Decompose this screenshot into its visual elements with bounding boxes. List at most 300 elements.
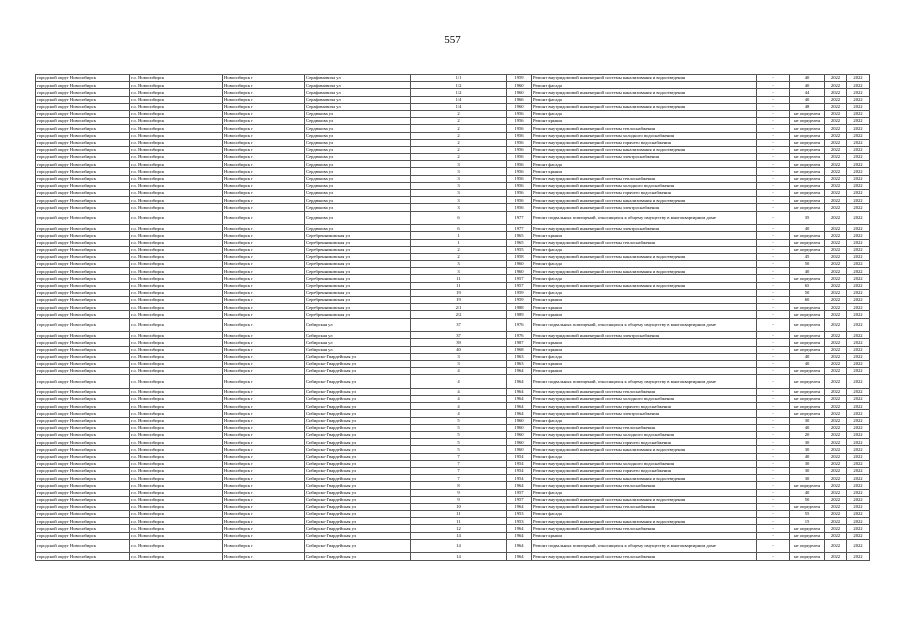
street-cell: Сибирско-Гвардейская ул bbox=[305, 360, 411, 367]
end-year-cell: 2022 bbox=[847, 89, 870, 96]
house-number-cell: 1/4 bbox=[411, 96, 507, 103]
table-row bbox=[36, 110, 870, 117]
start-year-cell: 2022 bbox=[825, 246, 847, 253]
end-year-cell: 2022 bbox=[847, 511, 870, 518]
table-row bbox=[36, 96, 870, 103]
start-year-cell: 2022 bbox=[825, 132, 847, 139]
street-cell: Серебренниковская ул bbox=[305, 282, 411, 289]
house-number-cell: 7 bbox=[411, 453, 507, 460]
start-year-cell: 2022 bbox=[825, 417, 847, 424]
settlement-cell: г.о. Новосибирск bbox=[130, 482, 223, 489]
house-number-cell: 6 bbox=[411, 211, 507, 225]
house-number-cell: 37 bbox=[411, 332, 507, 339]
municipal-district-cell: городской округ Новосибирск bbox=[36, 253, 130, 260]
street-cell: Сибирско-Гвардейская ул bbox=[305, 553, 411, 560]
start-year-cell: 2022 bbox=[825, 489, 847, 496]
year-built-cell: 1956 bbox=[507, 182, 532, 189]
settlement-cell: г.о. Новосибирск bbox=[130, 460, 223, 467]
street-cell: Сердюкова ул bbox=[305, 139, 411, 146]
service-life-cell: не определен bbox=[790, 396, 825, 403]
service-life-cell: не определен bbox=[790, 539, 825, 553]
end-year-cell: 2022 bbox=[847, 103, 870, 110]
dash-cell: - bbox=[757, 525, 790, 532]
service-life-cell: не определен bbox=[790, 368, 825, 375]
settlement-cell: г.о. Новосибирск bbox=[130, 139, 223, 146]
locality-cell: Новосибирск г bbox=[223, 396, 305, 403]
dash-cell: - bbox=[757, 482, 790, 489]
year-built-cell: 1964 bbox=[507, 532, 532, 539]
end-year-cell: 2022 bbox=[847, 168, 870, 175]
end-year-cell: 2022 bbox=[847, 496, 870, 503]
locality-cell: Новосибирск г bbox=[223, 339, 305, 346]
table-row bbox=[36, 460, 870, 467]
settlement-cell: г.о. Новосибирск bbox=[130, 410, 223, 417]
service-life-cell: 30 bbox=[790, 439, 825, 446]
start-year-cell: 2022 bbox=[825, 282, 847, 289]
start-year-cell: 2022 bbox=[825, 553, 847, 560]
dash-cell: - bbox=[757, 182, 790, 189]
dash-cell: - bbox=[757, 424, 790, 431]
work-type-cell: Ремонт подвальных помещений, относящихся к общему имуществу в многоквартирном доме bbox=[532, 375, 757, 389]
municipal-district-cell: городской округ Новосибирск bbox=[36, 460, 130, 467]
start-year-cell: 2022 bbox=[825, 439, 847, 446]
service-life-cell: 60 bbox=[790, 297, 825, 304]
work-type-cell: Ремонт крыши bbox=[532, 311, 757, 318]
dash-cell: - bbox=[757, 475, 790, 482]
locality-cell: Новосибирск г bbox=[223, 511, 305, 518]
dash-cell: - bbox=[757, 268, 790, 275]
work-type-cell: Ремонт внутридомовой инженерной системы электроснабжения bbox=[532, 154, 757, 161]
municipal-district-cell: городской округ Новосибирск bbox=[36, 339, 130, 346]
street-cell: Сибирско-Гвардейская ул bbox=[305, 353, 411, 360]
municipal-district-cell: городской округ Новосибирск bbox=[36, 190, 130, 197]
house-number-cell: 3 bbox=[411, 204, 507, 211]
dash-cell: - bbox=[757, 532, 790, 539]
start-year-cell: 2022 bbox=[825, 432, 847, 439]
locality-cell: Новосибирск г bbox=[223, 168, 305, 175]
work-type-cell: Ремонт фасада bbox=[532, 353, 757, 360]
dash-cell: - bbox=[757, 496, 790, 503]
table-row bbox=[36, 225, 870, 232]
work-type-cell: Ремонт внутридомовой инженерной системы теплоснабжения bbox=[532, 239, 757, 246]
work-type-cell: Ремонт внутридомовой инженерной системы теплоснабжения bbox=[532, 175, 757, 182]
locality-cell: Новосибирск г bbox=[223, 211, 305, 225]
street-cell: Сибирско-Гвардейская ул bbox=[305, 539, 411, 553]
dash-cell: - bbox=[757, 432, 790, 439]
table-row bbox=[36, 503, 870, 510]
dash-cell: - bbox=[757, 132, 790, 139]
end-year-cell: 2022 bbox=[847, 388, 870, 395]
work-type-cell: Ремонт внутридомовой инженерной системы электроснабжения bbox=[532, 204, 757, 211]
street-cell: Сибирско-Гвардейская ул bbox=[305, 503, 411, 510]
settlement-cell: г.о. Новосибирск bbox=[130, 110, 223, 117]
work-type-cell: Ремонт крыши bbox=[532, 368, 757, 375]
start-year-cell: 2022 bbox=[825, 332, 847, 339]
municipal-district-cell: городской округ Новосибирск bbox=[36, 232, 130, 239]
house-number-cell: 2 bbox=[411, 146, 507, 153]
end-year-cell: 2022 bbox=[847, 332, 870, 339]
locality-cell: Новосибирск г bbox=[223, 204, 305, 211]
table-body bbox=[36, 75, 870, 561]
municipal-district-cell: городской округ Новосибирск bbox=[36, 532, 130, 539]
house-number-cell: 4 bbox=[411, 403, 507, 410]
dash-cell: - bbox=[757, 467, 790, 474]
year-built-cell: 1964 bbox=[507, 503, 532, 510]
municipal-district-cell: городской округ Новосибирск bbox=[36, 154, 130, 161]
table-row bbox=[36, 346, 870, 353]
work-type-cell: Ремонт внутридомовой инженерной системы канализования и водоотведения bbox=[532, 197, 757, 204]
dash-cell: - bbox=[757, 553, 790, 560]
dash-cell: - bbox=[757, 332, 790, 339]
house-number-cell: 11 bbox=[411, 275, 507, 282]
year-built-cell: 1954 bbox=[507, 475, 532, 482]
settlement-cell: г.о. Новосибирск bbox=[130, 396, 223, 403]
start-year-cell: 2022 bbox=[825, 460, 847, 467]
street-cell: Сердюкова ул bbox=[305, 168, 411, 175]
start-year-cell: 2022 bbox=[825, 239, 847, 246]
locality-cell: Новосибирск г bbox=[223, 432, 305, 439]
start-year-cell: 2022 bbox=[825, 89, 847, 96]
work-type-cell: Ремонт внутридомовой инженерной системы горячего водоснабжения bbox=[532, 190, 757, 197]
house-number-cell: 5 bbox=[411, 439, 507, 446]
work-type-cell: Ремонт внутридомовой инженерной системы электроснабжения bbox=[532, 410, 757, 417]
end-year-cell: 2022 bbox=[847, 424, 870, 431]
work-type-cell: Ремонт внутридомовой инженерной системы горячего водоснабжения bbox=[532, 403, 757, 410]
street-cell: Сибирско-Гвардейская ул bbox=[305, 475, 411, 482]
house-number-cell: 1/2 bbox=[411, 89, 507, 96]
repair-program-table bbox=[35, 74, 870, 561]
locality-cell: Новосибирск г bbox=[223, 82, 305, 89]
service-life-cell: не определен bbox=[790, 118, 825, 125]
dash-cell: - bbox=[757, 146, 790, 153]
street-cell: Сердюкова ул bbox=[305, 146, 411, 153]
table-row bbox=[36, 439, 870, 446]
end-year-cell: 2022 bbox=[847, 503, 870, 510]
dash-cell: - bbox=[757, 197, 790, 204]
settlement-cell: г.о. Новосибирск bbox=[130, 232, 223, 239]
work-type-cell: Ремонт внутридомовой инженерной системы теплоснабжения bbox=[532, 125, 757, 132]
settlement-cell: г.о. Новосибирск bbox=[130, 368, 223, 375]
street-cell: Серебренниковская ул bbox=[305, 311, 411, 318]
dash-cell: - bbox=[757, 297, 790, 304]
dash-cell: - bbox=[757, 289, 790, 296]
dash-cell: - bbox=[757, 204, 790, 211]
end-year-cell: 2022 bbox=[847, 190, 870, 197]
locality-cell: Новосибирск г bbox=[223, 346, 305, 353]
locality-cell: Новосибирск г bbox=[223, 132, 305, 139]
settlement-cell: г.о. Новосибирск bbox=[130, 125, 223, 132]
settlement-cell: г.о. Новосибирск bbox=[130, 132, 223, 139]
year-built-cell: 1960 bbox=[507, 439, 532, 446]
table-row bbox=[36, 168, 870, 175]
street-cell: Сердюкова ул bbox=[305, 132, 411, 139]
start-year-cell: 2022 bbox=[825, 211, 847, 225]
end-year-cell: 2022 bbox=[847, 482, 870, 489]
table-row bbox=[36, 261, 870, 268]
service-life-cell: не определен bbox=[790, 532, 825, 539]
year-built-cell: 1977 bbox=[507, 211, 532, 225]
table-row bbox=[36, 239, 870, 246]
start-year-cell: 2022 bbox=[825, 388, 847, 395]
dash-cell: - bbox=[757, 225, 790, 232]
municipal-district-cell: городской округ Новосибирск bbox=[36, 139, 130, 146]
house-number-cell: 4 bbox=[411, 375, 507, 389]
work-type-cell: Ремонт внутридомовой инженерной системы канализования и водоотведения bbox=[532, 496, 757, 503]
settlement-cell: г.о. Новосибирск bbox=[130, 275, 223, 282]
year-built-cell: 1963 bbox=[507, 360, 532, 367]
start-year-cell: 2022 bbox=[825, 197, 847, 204]
year-built-cell: 1964 bbox=[507, 553, 532, 560]
table-row bbox=[36, 154, 870, 161]
municipal-district-cell: городской округ Новосибирск bbox=[36, 125, 130, 132]
start-year-cell: 2022 bbox=[825, 532, 847, 539]
work-type-cell: Ремонт внутридомовой инженерной системы холодного водоснабжения bbox=[532, 182, 757, 189]
year-built-cell: 1960 bbox=[507, 103, 532, 110]
end-year-cell: 2022 bbox=[847, 182, 870, 189]
start-year-cell: 2022 bbox=[825, 403, 847, 410]
service-life-cell: не определен bbox=[790, 525, 825, 532]
municipal-district-cell: городской округ Новосибирск bbox=[36, 439, 130, 446]
locality-cell: Новосибирск г bbox=[223, 190, 305, 197]
work-type-cell: Ремонт внутридомовой инженерной системы электроснабжения bbox=[532, 332, 757, 339]
settlement-cell: г.о. Новосибирск bbox=[130, 96, 223, 103]
dash-cell: - bbox=[757, 396, 790, 403]
dash-cell: - bbox=[757, 311, 790, 318]
year-built-cell: 1956 bbox=[507, 146, 532, 153]
year-built-cell: 1988 bbox=[507, 304, 532, 311]
service-life-cell: не определен bbox=[790, 410, 825, 417]
dash-cell: - bbox=[757, 103, 790, 110]
street-cell: Серебренниковская ул bbox=[305, 253, 411, 260]
work-type-cell: Ремонт крыши bbox=[532, 346, 757, 353]
service-life-cell: не определен bbox=[790, 139, 825, 146]
dash-cell: - bbox=[757, 211, 790, 225]
start-year-cell: 2022 bbox=[825, 289, 847, 296]
dash-cell: - bbox=[757, 511, 790, 518]
start-year-cell: 2022 bbox=[825, 511, 847, 518]
locality-cell: Новосибирск г bbox=[223, 332, 305, 339]
start-year-cell: 2022 bbox=[825, 467, 847, 474]
locality-cell: Новосибирск г bbox=[223, 261, 305, 268]
municipal-district-cell: городской округ Новосибирск bbox=[36, 525, 130, 532]
settlement-cell: г.о. Новосибирск bbox=[130, 388, 223, 395]
settlement-cell: г.о. Новосибирск bbox=[130, 417, 223, 424]
municipal-district-cell: городской округ Новосибирск bbox=[36, 475, 130, 482]
dash-cell: - bbox=[757, 368, 790, 375]
municipal-district-cell: городской округ Новосибирск bbox=[36, 318, 130, 332]
table-row bbox=[36, 246, 870, 253]
street-cell: Сердюкова ул bbox=[305, 225, 411, 232]
table-row bbox=[36, 375, 870, 389]
table-row bbox=[36, 289, 870, 296]
end-year-cell: 2022 bbox=[847, 318, 870, 332]
start-year-cell: 2022 bbox=[825, 75, 847, 82]
municipal-district-cell: городской округ Новосибирск bbox=[36, 96, 130, 103]
settlement-cell: г.о. Новосибирск bbox=[130, 246, 223, 253]
start-year-cell: 2022 bbox=[825, 175, 847, 182]
dash-cell: - bbox=[757, 89, 790, 96]
work-type-cell: Ремонт крыши bbox=[532, 532, 757, 539]
street-cell: Сибирско-Гвардейская ул bbox=[305, 388, 411, 395]
house-number-cell: 1/4 bbox=[411, 103, 507, 110]
settlement-cell: г.о. Новосибирск bbox=[130, 211, 223, 225]
municipal-district-cell: городской округ Новосибирск bbox=[36, 518, 130, 525]
service-life-cell: не определен bbox=[790, 553, 825, 560]
street-cell: Сердюкова ул bbox=[305, 182, 411, 189]
year-built-cell: 1956 bbox=[507, 168, 532, 175]
start-year-cell: 2022 bbox=[825, 318, 847, 332]
locality-cell: Новосибирск г bbox=[223, 239, 305, 246]
settlement-cell: г.о. Новосибирск bbox=[130, 75, 223, 82]
table-row bbox=[36, 118, 870, 125]
end-year-cell: 2022 bbox=[847, 460, 870, 467]
service-life-cell: 50 bbox=[790, 496, 825, 503]
settlement-cell: г.о. Новосибирск bbox=[130, 146, 223, 153]
end-year-cell: 2022 bbox=[847, 154, 870, 161]
dash-cell: - bbox=[757, 453, 790, 460]
settlement-cell: г.о. Новосибирск bbox=[130, 446, 223, 453]
settlement-cell: г.о. Новосибирск bbox=[130, 297, 223, 304]
locality-cell: Новосибирск г bbox=[223, 75, 305, 82]
end-year-cell: 2022 bbox=[847, 375, 870, 389]
table-row bbox=[36, 190, 870, 197]
end-year-cell: 2022 bbox=[847, 353, 870, 360]
service-life-cell: 40 bbox=[790, 96, 825, 103]
municipal-district-cell: городской округ Новосибирск bbox=[36, 511, 130, 518]
locality-cell: Новосибирск г bbox=[223, 139, 305, 146]
start-year-cell: 2022 bbox=[825, 368, 847, 375]
start-year-cell: 2022 bbox=[825, 446, 847, 453]
end-year-cell: 2022 bbox=[847, 368, 870, 375]
start-year-cell: 2022 bbox=[825, 161, 847, 168]
year-built-cell: 1957 bbox=[507, 496, 532, 503]
work-type-cell: Ремонт фасада bbox=[532, 82, 757, 89]
street-cell: Сибирско-Гвардейская ул bbox=[305, 417, 411, 424]
locality-cell: Новосибирск г bbox=[223, 110, 305, 117]
locality-cell: Новосибирск г bbox=[223, 503, 305, 510]
house-number-cell: 1/2 bbox=[411, 82, 507, 89]
work-type-cell: Ремонт фасада bbox=[532, 275, 757, 282]
house-number-cell: 11 bbox=[411, 518, 507, 525]
municipal-district-cell: городской округ Новосибирск bbox=[36, 182, 130, 189]
dash-cell: - bbox=[757, 246, 790, 253]
settlement-cell: г.о. Новосибирск bbox=[130, 282, 223, 289]
municipal-district-cell: городской округ Новосибирск bbox=[36, 275, 130, 282]
street-cell: Сибирско-Гвардейская ул bbox=[305, 446, 411, 453]
end-year-cell: 2022 bbox=[847, 211, 870, 225]
end-year-cell: 2022 bbox=[847, 253, 870, 260]
settlement-cell: г.о. Новосибирск bbox=[130, 268, 223, 275]
settlement-cell: г.о. Новосибирск bbox=[130, 168, 223, 175]
house-number-cell: 4 bbox=[411, 368, 507, 375]
service-life-cell: не определен bbox=[790, 197, 825, 204]
municipal-district-cell: городской округ Новосибирск bbox=[36, 161, 130, 168]
start-year-cell: 2022 bbox=[825, 396, 847, 403]
street-cell: Сибирская ул bbox=[305, 332, 411, 339]
locality-cell: Новосибирск г bbox=[223, 460, 305, 467]
year-built-cell: 1960 bbox=[507, 82, 532, 89]
settlement-cell: г.о. Новосибирск bbox=[130, 518, 223, 525]
end-year-cell: 2022 bbox=[847, 175, 870, 182]
end-year-cell: 2022 bbox=[847, 118, 870, 125]
year-built-cell: 1964 bbox=[507, 539, 532, 553]
year-built-cell: 1957 bbox=[507, 282, 532, 289]
dash-cell: - bbox=[757, 175, 790, 182]
service-life-cell: 40 bbox=[790, 360, 825, 367]
settlement-cell: г.о. Новосибирск bbox=[130, 375, 223, 389]
municipal-district-cell: городской округ Новосибирск bbox=[36, 89, 130, 96]
service-life-cell: 15 bbox=[790, 518, 825, 525]
service-life-cell: не определен bbox=[790, 318, 825, 332]
service-life-cell: не определен bbox=[790, 239, 825, 246]
locality-cell: Новосибирск г bbox=[223, 375, 305, 389]
work-type-cell: Ремонт внутридомовой инженерной системы холодного водоснабжения bbox=[532, 432, 757, 439]
work-type-cell: Ремонт внутридомовой инженерной системы канализования и водоотведения bbox=[532, 146, 757, 153]
service-life-cell: 40 bbox=[790, 82, 825, 89]
work-type-cell: Ремонт внутридомовой инженерной системы теплоснабжения bbox=[532, 525, 757, 532]
start-year-cell: 2022 bbox=[825, 82, 847, 89]
table-row bbox=[36, 182, 870, 189]
start-year-cell: 2022 bbox=[825, 360, 847, 367]
work-type-cell: Ремонт фасада bbox=[532, 246, 757, 253]
house-number-cell: 4 bbox=[411, 396, 507, 403]
municipal-district-cell: городской округ Новосибирск bbox=[36, 268, 130, 275]
municipal-district-cell: городской округ Новосибирск bbox=[36, 75, 130, 82]
start-year-cell: 2022 bbox=[825, 311, 847, 318]
municipal-district-cell: городской округ Новосибирск bbox=[36, 396, 130, 403]
work-type-cell: Ремонт подвальных помещений, относящихся к общему имуществу в многоквартирном доме bbox=[532, 211, 757, 225]
municipal-district-cell: городской округ Новосибирск bbox=[36, 489, 130, 496]
locality-cell: Новосибирск г bbox=[223, 175, 305, 182]
dash-cell: - bbox=[757, 239, 790, 246]
house-number-cell: 2 bbox=[411, 246, 507, 253]
year-built-cell: 1956 bbox=[507, 132, 532, 139]
service-life-cell: 40 bbox=[790, 225, 825, 232]
locality-cell: Новосибирск г bbox=[223, 453, 305, 460]
dash-cell: - bbox=[757, 503, 790, 510]
municipal-district-cell: городской округ Новосибирск bbox=[36, 282, 130, 289]
start-year-cell: 2022 bbox=[825, 518, 847, 525]
table-row bbox=[36, 268, 870, 275]
table-row bbox=[36, 539, 870, 553]
table-row bbox=[36, 103, 870, 110]
settlement-cell: г.о. Новосибирск bbox=[130, 503, 223, 510]
table-row bbox=[36, 396, 870, 403]
service-life-cell: 44 bbox=[790, 89, 825, 96]
end-year-cell: 2022 bbox=[847, 289, 870, 296]
municipal-district-cell: городской округ Новосибирск bbox=[36, 110, 130, 117]
street-cell: Серебренниковская ул bbox=[305, 268, 411, 275]
work-type-cell: Ремонт крыши bbox=[532, 168, 757, 175]
end-year-cell: 2022 bbox=[847, 125, 870, 132]
dash-cell: - bbox=[757, 190, 790, 197]
locality-cell: Новосибирск г bbox=[223, 518, 305, 525]
municipal-district-cell: городской округ Новосибирск bbox=[36, 553, 130, 560]
house-number-cell: 3 bbox=[411, 190, 507, 197]
municipal-district-cell: городской округ Новосибирск bbox=[36, 346, 130, 353]
table-row bbox=[36, 518, 870, 525]
work-type-cell: Ремонт крыши bbox=[532, 360, 757, 367]
start-year-cell: 2022 bbox=[825, 475, 847, 482]
service-life-cell: не определен bbox=[790, 332, 825, 339]
street-cell: Сердюкова ул bbox=[305, 161, 411, 168]
locality-cell: Новосибирск г bbox=[223, 146, 305, 153]
end-year-cell: 2022 bbox=[847, 410, 870, 417]
table-row bbox=[36, 332, 870, 339]
street-cell: Сердюкова ул bbox=[305, 118, 411, 125]
street-cell: Серебренниковская ул bbox=[305, 261, 411, 268]
settlement-cell: г.о. Новосибирск bbox=[130, 154, 223, 161]
